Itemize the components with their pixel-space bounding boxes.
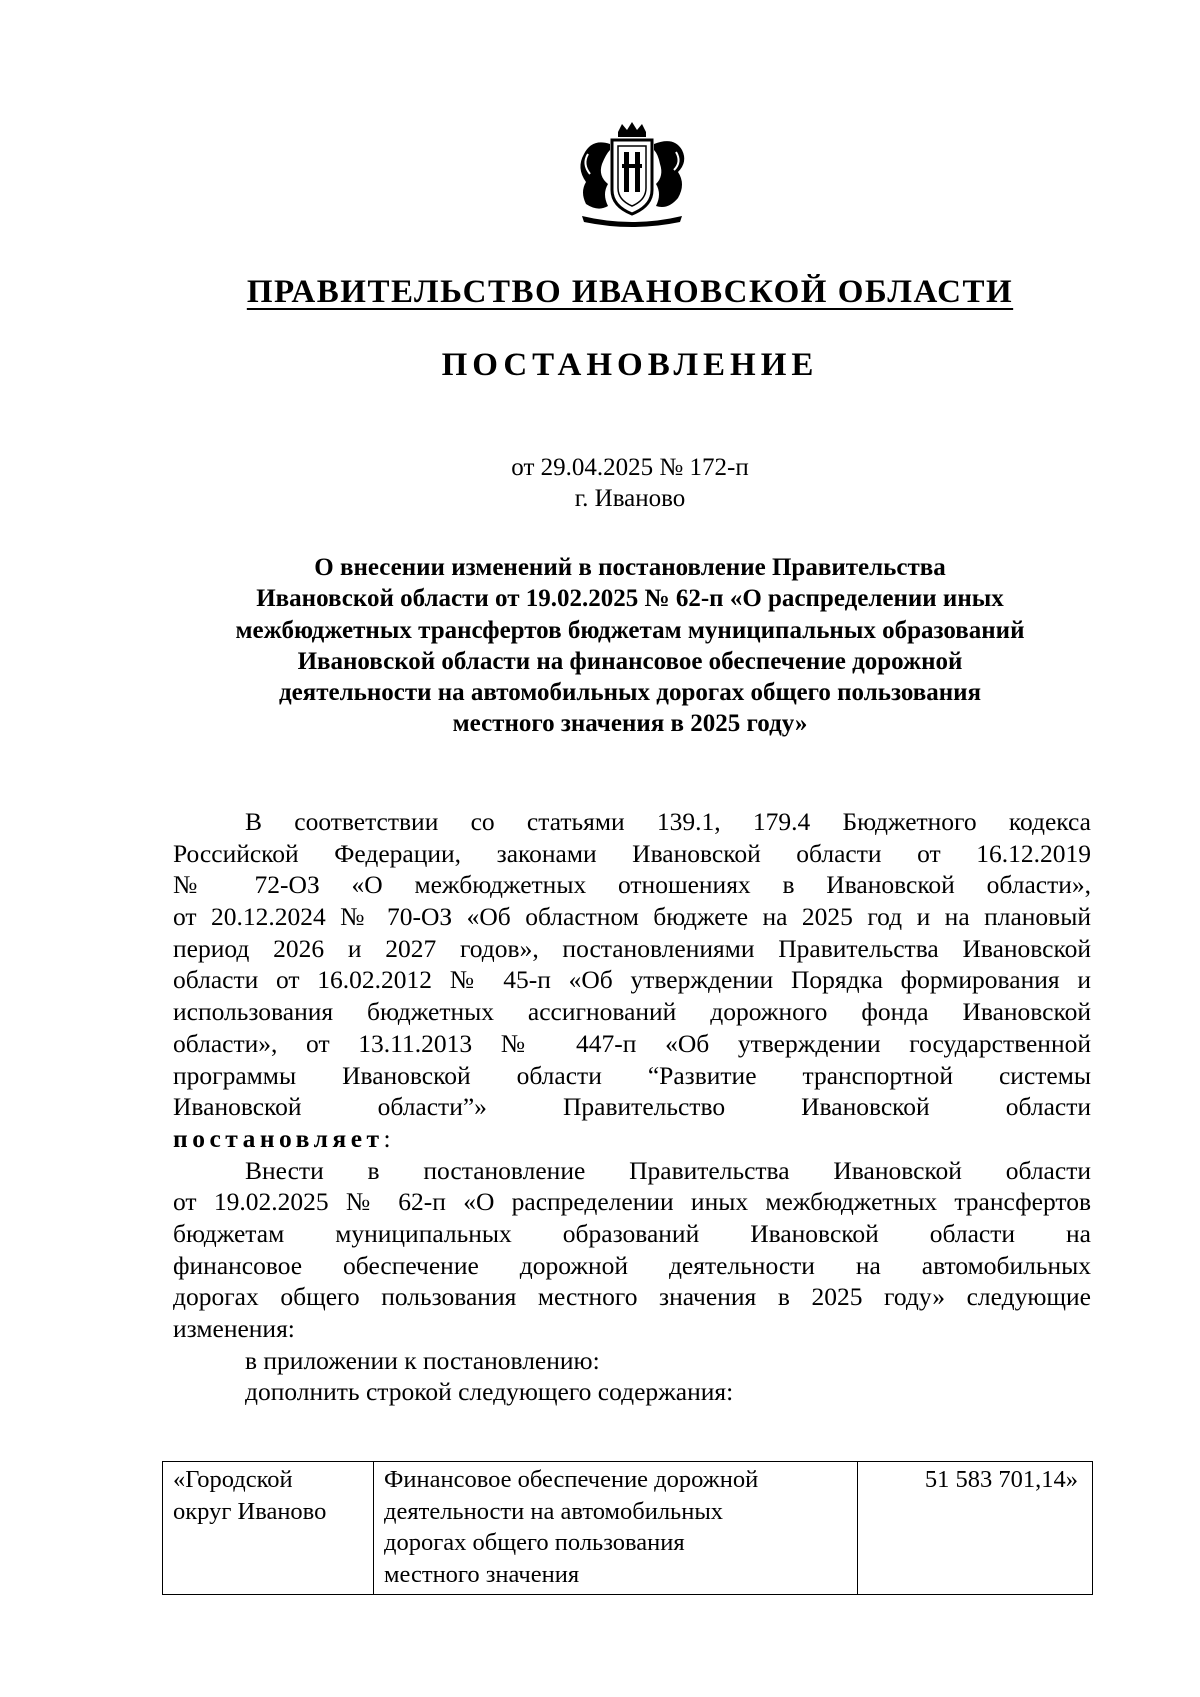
document-type-title: ПОСТАНОВЛЕНИЕ [441, 347, 819, 383]
table-cell-purpose [374, 1462, 858, 1595]
body-line: от 19.02.2025 № 62-п «О распределении иных межбюджетных трансфертов [173, 1187, 1091, 1217]
body-line: области», от 13.11.2013 № 447-п «Об утверждении государственной [173, 1028, 1091, 1058]
body-line: финансовое обеспечение дорожной деятельности на автомобильных [173, 1250, 1091, 1280]
decree-line [173, 1123, 1091, 1155]
appendix-line: в приложении к постановлению: [245, 1345, 600, 1375]
decree-word: постановляет [173, 1123, 384, 1153]
body-line: использования бюджетных ассигнований дорожного фонда Ивановской [173, 997, 1091, 1027]
cell-line: округ Иваново [173, 1497, 327, 1525]
subject-line: О внесении изменений в постановление Правительства [314, 554, 946, 581]
table-cell-municipality [163, 1462, 374, 1595]
cell-line: деятельности на автомобильных [384, 1497, 724, 1525]
amendment-table [162, 1461, 1093, 1595]
body-line: Внести в постановление Правительства Ивановской области [245, 1155, 1091, 1185]
date-number-block [195, 452, 1065, 514]
table-cell-amount: 51 583 701,14» [858, 1462, 1093, 1595]
city: г. Иваново [574, 485, 686, 512]
subject-line: межбюджетных трансфертов бюджетам муниципальных образований [235, 616, 1025, 644]
cell-line: дорогах общего пользования [384, 1529, 685, 1556]
body-line: бюджетам муниципальных образований Ивановской области на [173, 1218, 1091, 1248]
body-line: Российской Федерации, законами Ивановской области от 16.12.2019 [173, 838, 1091, 868]
cell-line: местного значения [384, 1560, 580, 1588]
cell-line: «Городской [173, 1466, 293, 1493]
body-line: дорогах общего пользования местного значения в 2025 году» следующие [173, 1282, 1091, 1312]
body-line: области от 16.02.2012 № 45-п «Об утверждении Порядка формирования и [173, 965, 1091, 995]
subject-line: Ивановской области от 19.02.2025 № 62-п «О распределении иных [256, 585, 1004, 613]
body-line: от 20.12.2024 № 70-ОЗ «Об областном бюджете на 2025 год и на плановый [173, 902, 1091, 932]
decree-colon: : [383, 1123, 391, 1153]
body-line: период 2026 и 2027 годов», постановлениями Правительства Ивановской [173, 933, 1091, 963]
body-line: № 72-ОЗ «О межбюджетных отношениях в Ивановской области», [173, 870, 1091, 900]
document-body [173, 806, 1091, 1408]
subject-line: деятельности на автомобильных дорогах общего пользования [278, 679, 982, 707]
cell-line: Финансовое обеспечение дорожной [384, 1466, 759, 1493]
subject-line: местного значения в 2025 году» [452, 710, 808, 738]
add-row-line: дополнить строкой следующего содержания: [245, 1377, 734, 1407]
body-line: В соответствии со статьями 139.1, 179.4 Бюджетного кодекса [245, 807, 1091, 836]
date-number: от 29.04.2025 № 172-п [511, 454, 749, 481]
authority-title: ПРАВИТЕЛЬСТВО ИВАНОВСКОЙ ОБЛАСТИ [246, 274, 1014, 310]
coat-of-arms-emblem [564, 120, 700, 230]
subject-line: Ивановской области на финансовое обеспечение дорожной [297, 647, 963, 675]
table-row [163, 1462, 1093, 1595]
body-line: программы Ивановской области “Развитие транспортной системы [173, 1060, 1091, 1090]
document-subject [160, 552, 1100, 740]
body-line: Ивановской области”» Правительство Ивановской области [173, 1092, 1091, 1122]
body-line: изменения: [173, 1314, 295, 1343]
